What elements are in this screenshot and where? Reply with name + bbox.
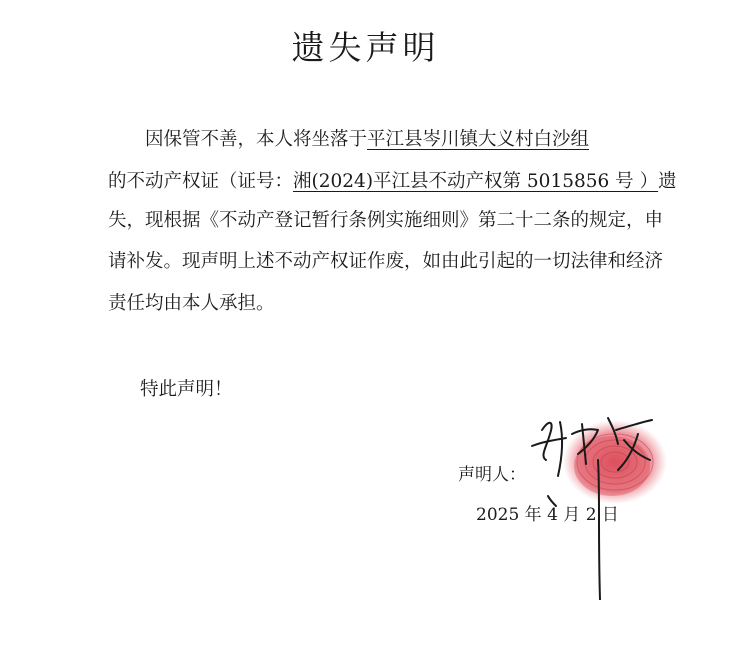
line1-text: 因保管不善，本人将坐落于: [145, 129, 368, 150]
fingerprint-signature-icon: [520, 400, 670, 600]
paragraph-line-4: 请补发。现声明上述不动产权证作废，如由此引起的一切法律和经济: [108, 251, 664, 272]
line2-text: 的不动产权证（证号：: [108, 171, 294, 192]
paragraph-line-5: 责任均由本人承担。: [108, 293, 275, 314]
paragraph-line-1: [145, 128, 589, 152]
certificate-number: 湘(2024)平江县不动产权第 5015856 号 ）: [293, 171, 659, 192]
property-location: 平江县岑川镇大义村白沙组: [367, 129, 590, 150]
closing-statement: 特此声明！: [140, 379, 233, 400]
paragraph-line-3: 失，现根据《不动产登记暂行条例实施细则》第二十二条的规定，申: [108, 210, 664, 231]
paragraph-line-2: [108, 170, 677, 194]
document-title: 遗失声明: [291, 28, 440, 67]
declaration-date: 2025 年 4 月 2 日: [476, 505, 619, 525]
declarant-label: 声明人：: [458, 465, 526, 485]
line2-tail: 遗: [658, 171, 677, 192]
